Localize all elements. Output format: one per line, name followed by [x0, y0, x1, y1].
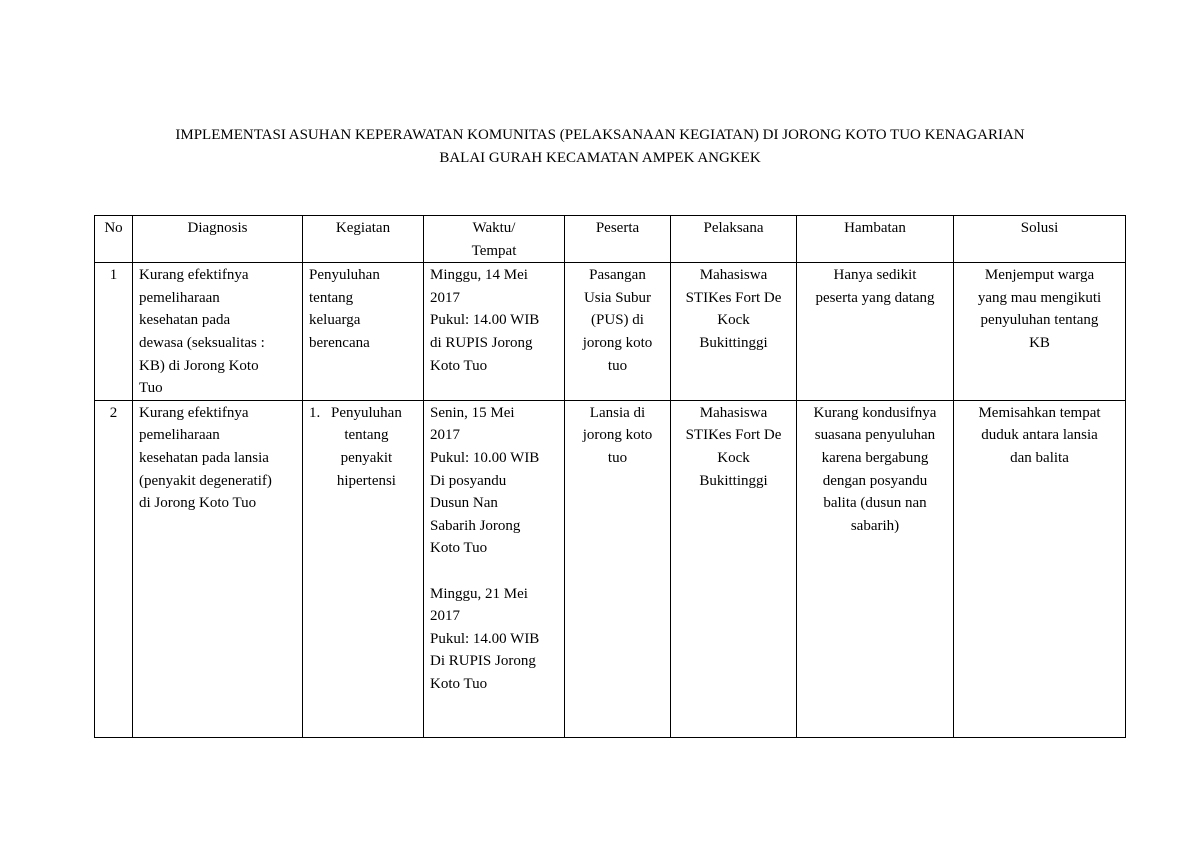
text-line: Sabarih Jorong	[430, 517, 521, 534]
cell-hambatan	[797, 263, 954, 401]
text-line: Kock	[717, 312, 750, 329]
text-line: penyuluhan tentang	[980, 312, 1099, 329]
text-line: Di posyandu	[430, 472, 507, 489]
text-line: keluarga	[309, 312, 361, 329]
text-line: KB	[1029, 334, 1050, 351]
text-line: Tuo	[139, 380, 163, 397]
title-line-1: IMPLEMENTASI ASUHAN KEPERAWATAN KOMUNITAS (PELAKSANAAN KEGIATAN) DI JORONG KOTO TUO KENAGARIAN	[175, 127, 1025, 143]
text-line: Menjemput warga	[984, 267, 1095, 284]
text-line: 2017	[430, 608, 460, 625]
cell-peserta	[565, 263, 671, 401]
table-row	[95, 263, 1126, 401]
cell-waktu	[424, 263, 565, 401]
text-line: tuo	[607, 449, 628, 466]
text-line: Usia Subur	[583, 289, 652, 306]
text-line: dewasa (seksualitas :	[139, 334, 265, 351]
text-line: sabarih)	[850, 517, 900, 534]
text-line: duduk antara lansia	[981, 427, 1098, 444]
text-line: Minggu, 14 Mei	[430, 267, 528, 284]
text-line: Bukittinggi	[699, 334, 768, 351]
document-title	[0, 124, 1200, 170]
text-line: di Jorong Koto Tuo	[139, 495, 257, 512]
text-line: 2017	[430, 289, 460, 306]
text-line: Lansia di	[589, 404, 646, 421]
text-line: di RUPIS Jorong	[430, 334, 533, 351]
text-line: Di RUPIS Jorong	[430, 653, 536, 670]
text-line: Bukittinggi	[699, 472, 768, 489]
text-line: Koto Tuo	[430, 357, 488, 374]
cell-pelaksana	[671, 400, 797, 737]
text-line: Kurang efektifnya	[139, 267, 249, 284]
text-line: Memisahkan tempat	[978, 404, 1101, 421]
text-line: Pukul: 14.00 WIB	[430, 312, 540, 329]
text-line: STIKes Fort De	[685, 289, 782, 306]
text-line: Kurang efektifnya	[139, 404, 249, 421]
header-waktu	[424, 216, 565, 263]
text-line: Dusun Nan	[430, 495, 498, 512]
text-line: kesehatan pada	[139, 312, 231, 329]
text-line: Koto Tuo	[430, 675, 488, 692]
text-line: (PUS) di	[591, 312, 644, 329]
text-line: yang mau mengikuti	[977, 289, 1102, 306]
text-line: 2017	[430, 427, 460, 444]
text-line: tentang	[309, 289, 354, 306]
cell-kegiatan	[303, 263, 424, 401]
header-waktu-line1: Waktu/	[472, 220, 516, 236]
header-peserta: Peserta	[565, 216, 671, 263]
header-solusi: Solusi	[954, 216, 1126, 263]
cell-no: 1	[95, 263, 133, 401]
text-line: tentang	[344, 427, 389, 444]
text-line: jorong koto	[582, 427, 653, 444]
text-line: Koto Tuo	[430, 540, 488, 557]
cell-solusi	[954, 263, 1126, 401]
text-line: Senin, 15 Mei	[430, 404, 515, 421]
text-line: penyakit	[340, 449, 393, 466]
text-line: dan balita	[1010, 449, 1069, 466]
text-line: KB) di Jorong Koto	[139, 357, 259, 374]
text-line: jorong koto	[582, 334, 653, 351]
text-line: kesehatan pada lansia	[139, 449, 269, 466]
text-line: STIKes Fort De	[685, 427, 782, 444]
header-diagnosis: Diagnosis	[133, 216, 303, 263]
text-line: balita (dusun nan	[823, 495, 927, 512]
header-kegiatan: Kegiatan	[303, 216, 424, 263]
text-line: peserta yang datang	[815, 289, 935, 306]
cell-peserta	[565, 400, 671, 737]
table-header-row	[95, 216, 1126, 263]
cell-diagnosis	[133, 400, 303, 737]
text-line: (penyakit degeneratif)	[139, 472, 272, 489]
cell-waktu	[424, 400, 565, 737]
text-line: Pukul: 14.00 WIB	[430, 630, 540, 647]
text-line: pemeliharaan	[139, 427, 220, 444]
table-row	[95, 400, 1126, 737]
text-line: karena bergabung	[821, 449, 929, 466]
header-pelaksana: Pelaksana	[671, 216, 797, 263]
text-line: Mahasiswa	[699, 404, 768, 421]
text-line: pemeliharaan	[139, 289, 220, 306]
list-text	[331, 402, 402, 492]
paragraph-gap	[430, 560, 558, 583]
header-hambatan: Hambatan	[797, 216, 954, 263]
cell-diagnosis	[133, 263, 303, 401]
cell-solusi	[954, 400, 1126, 737]
text-line: Pukul: 10.00 WIB	[430, 449, 540, 466]
text-line: Pasangan	[589, 267, 646, 284]
text-line: Kock	[717, 449, 750, 466]
title-line-2: BALAI GURAH KECAMATAN AMPEK ANGKEK	[439, 150, 761, 166]
header-no: No	[95, 216, 133, 263]
text-line: tuo	[607, 357, 628, 374]
cell-kegiatan	[303, 400, 424, 737]
text-line: Hanya sedikit	[833, 267, 917, 284]
cell-no: 2	[95, 400, 133, 737]
text-line: Mahasiswa	[699, 267, 768, 284]
text-line: dengan posyandu	[822, 472, 928, 489]
cell-pelaksana	[671, 263, 797, 401]
text-line: Minggu, 21 Mei	[430, 585, 528, 602]
header-waktu-line2: Tempat	[471, 242, 517, 259]
numbered-list-item	[309, 402, 417, 492]
list-number: 1.	[309, 404, 321, 421]
text-line: Penyuluhan	[309, 267, 380, 284]
implementation-table	[94, 215, 1126, 738]
text-line: berencana	[309, 334, 370, 351]
text-line: suasana penyuluhan	[814, 427, 936, 444]
text-line: Penyuluhan	[331, 404, 402, 421]
text-line: Kurang kondusifnya	[813, 404, 937, 421]
cell-hambatan	[797, 400, 954, 737]
text-line: hipertensi	[336, 472, 396, 489]
